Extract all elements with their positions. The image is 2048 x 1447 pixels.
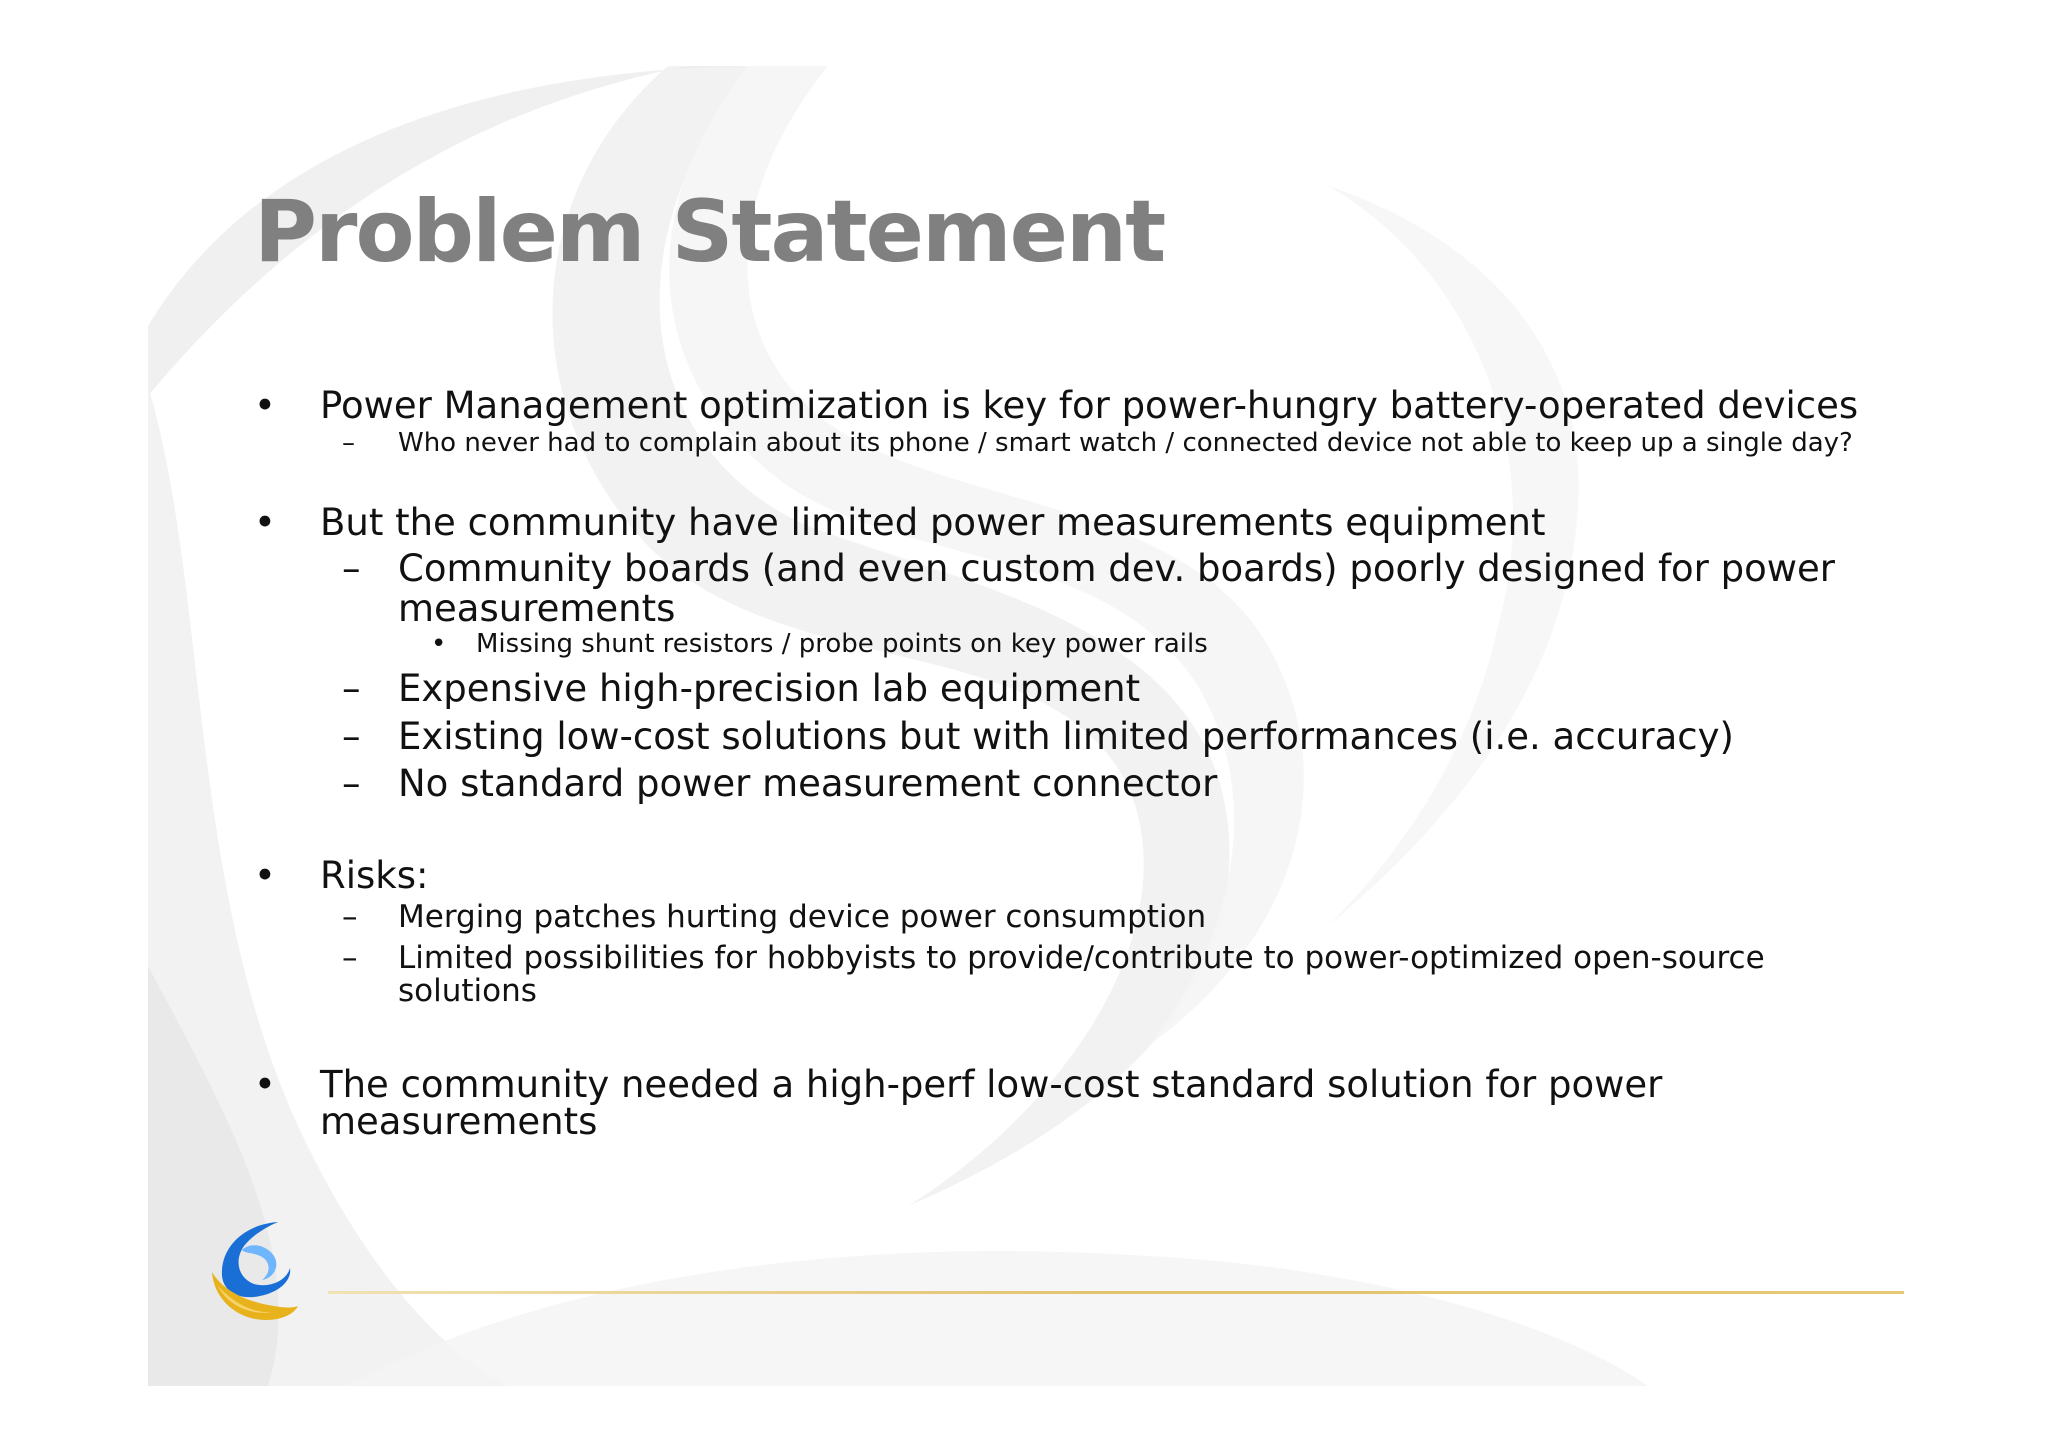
- sub-bullet-expensive: Expensive high-precision lab equipment: [398, 667, 1141, 710]
- dash-marker: –: [342, 547, 361, 590]
- sub-bullet-complain: Who never had to complain about its phone / smart watch / connected device not able to keep up a single day?: [398, 428, 1853, 458]
- slide: [148, 66, 1904, 1386]
- bullet-marker: •: [254, 1063, 276, 1106]
- sub-bullet-hobbyists-cont: solutions: [398, 973, 537, 1009]
- slide-title: Problem Statement: [254, 182, 1165, 282]
- sub-bullet-low-cost: Existing low-cost solutions but with limited performances (i.e. accuracy): [398, 715, 1734, 758]
- bullet-text-power-management: Power Management optimization is key for power-hungry battery-operated devices: [320, 384, 1859, 427]
- bullet-text-community-needed-cont: measurements: [320, 1100, 598, 1143]
- sub-bullet-community-boards-cont: measurements: [398, 587, 676, 630]
- dash-marker: –: [342, 899, 358, 935]
- dash-marker: –: [342, 715, 361, 758]
- sub-bullet-community-boards: Community boards (and even custom dev. boards) poorly designed for power: [398, 547, 1836, 590]
- bullet-marker: •: [254, 854, 276, 897]
- sub-bullet-no-standard: No standard power measurement connector: [398, 762, 1218, 805]
- slide-content: [148, 66, 1904, 1386]
- sub-bullet-merging-patches: Merging patches hurting device power consumption: [398, 899, 1207, 935]
- bullet-text-community-needed: The community needed a high-perf low-cost standard solution for power: [320, 1063, 1663, 1106]
- bullet-text-community-limited: But the community have limited power measurements equipment: [320, 501, 1546, 544]
- dash-marker: –: [342, 762, 361, 805]
- footer-divider: [328, 1291, 1904, 1294]
- sub-sub-bullet-marker: •: [431, 629, 447, 659]
- dash-marker: –: [342, 940, 358, 976]
- crescent-logo-icon: [208, 1216, 300, 1326]
- bullet-marker: •: [254, 501, 276, 544]
- bullet-marker: •: [254, 384, 276, 427]
- sub-sub-bullet-shunt: Missing shunt resistors / probe points on key power rails: [476, 629, 1208, 659]
- bullet-text-risks: Risks:: [320, 854, 429, 897]
- sub-bullet-hobbyists: Limited possibilities for hobbyists to provide/contribute to power-optimized open-source: [398, 940, 1765, 976]
- dash-marker: –: [342, 428, 355, 458]
- dash-marker: –: [342, 667, 361, 710]
